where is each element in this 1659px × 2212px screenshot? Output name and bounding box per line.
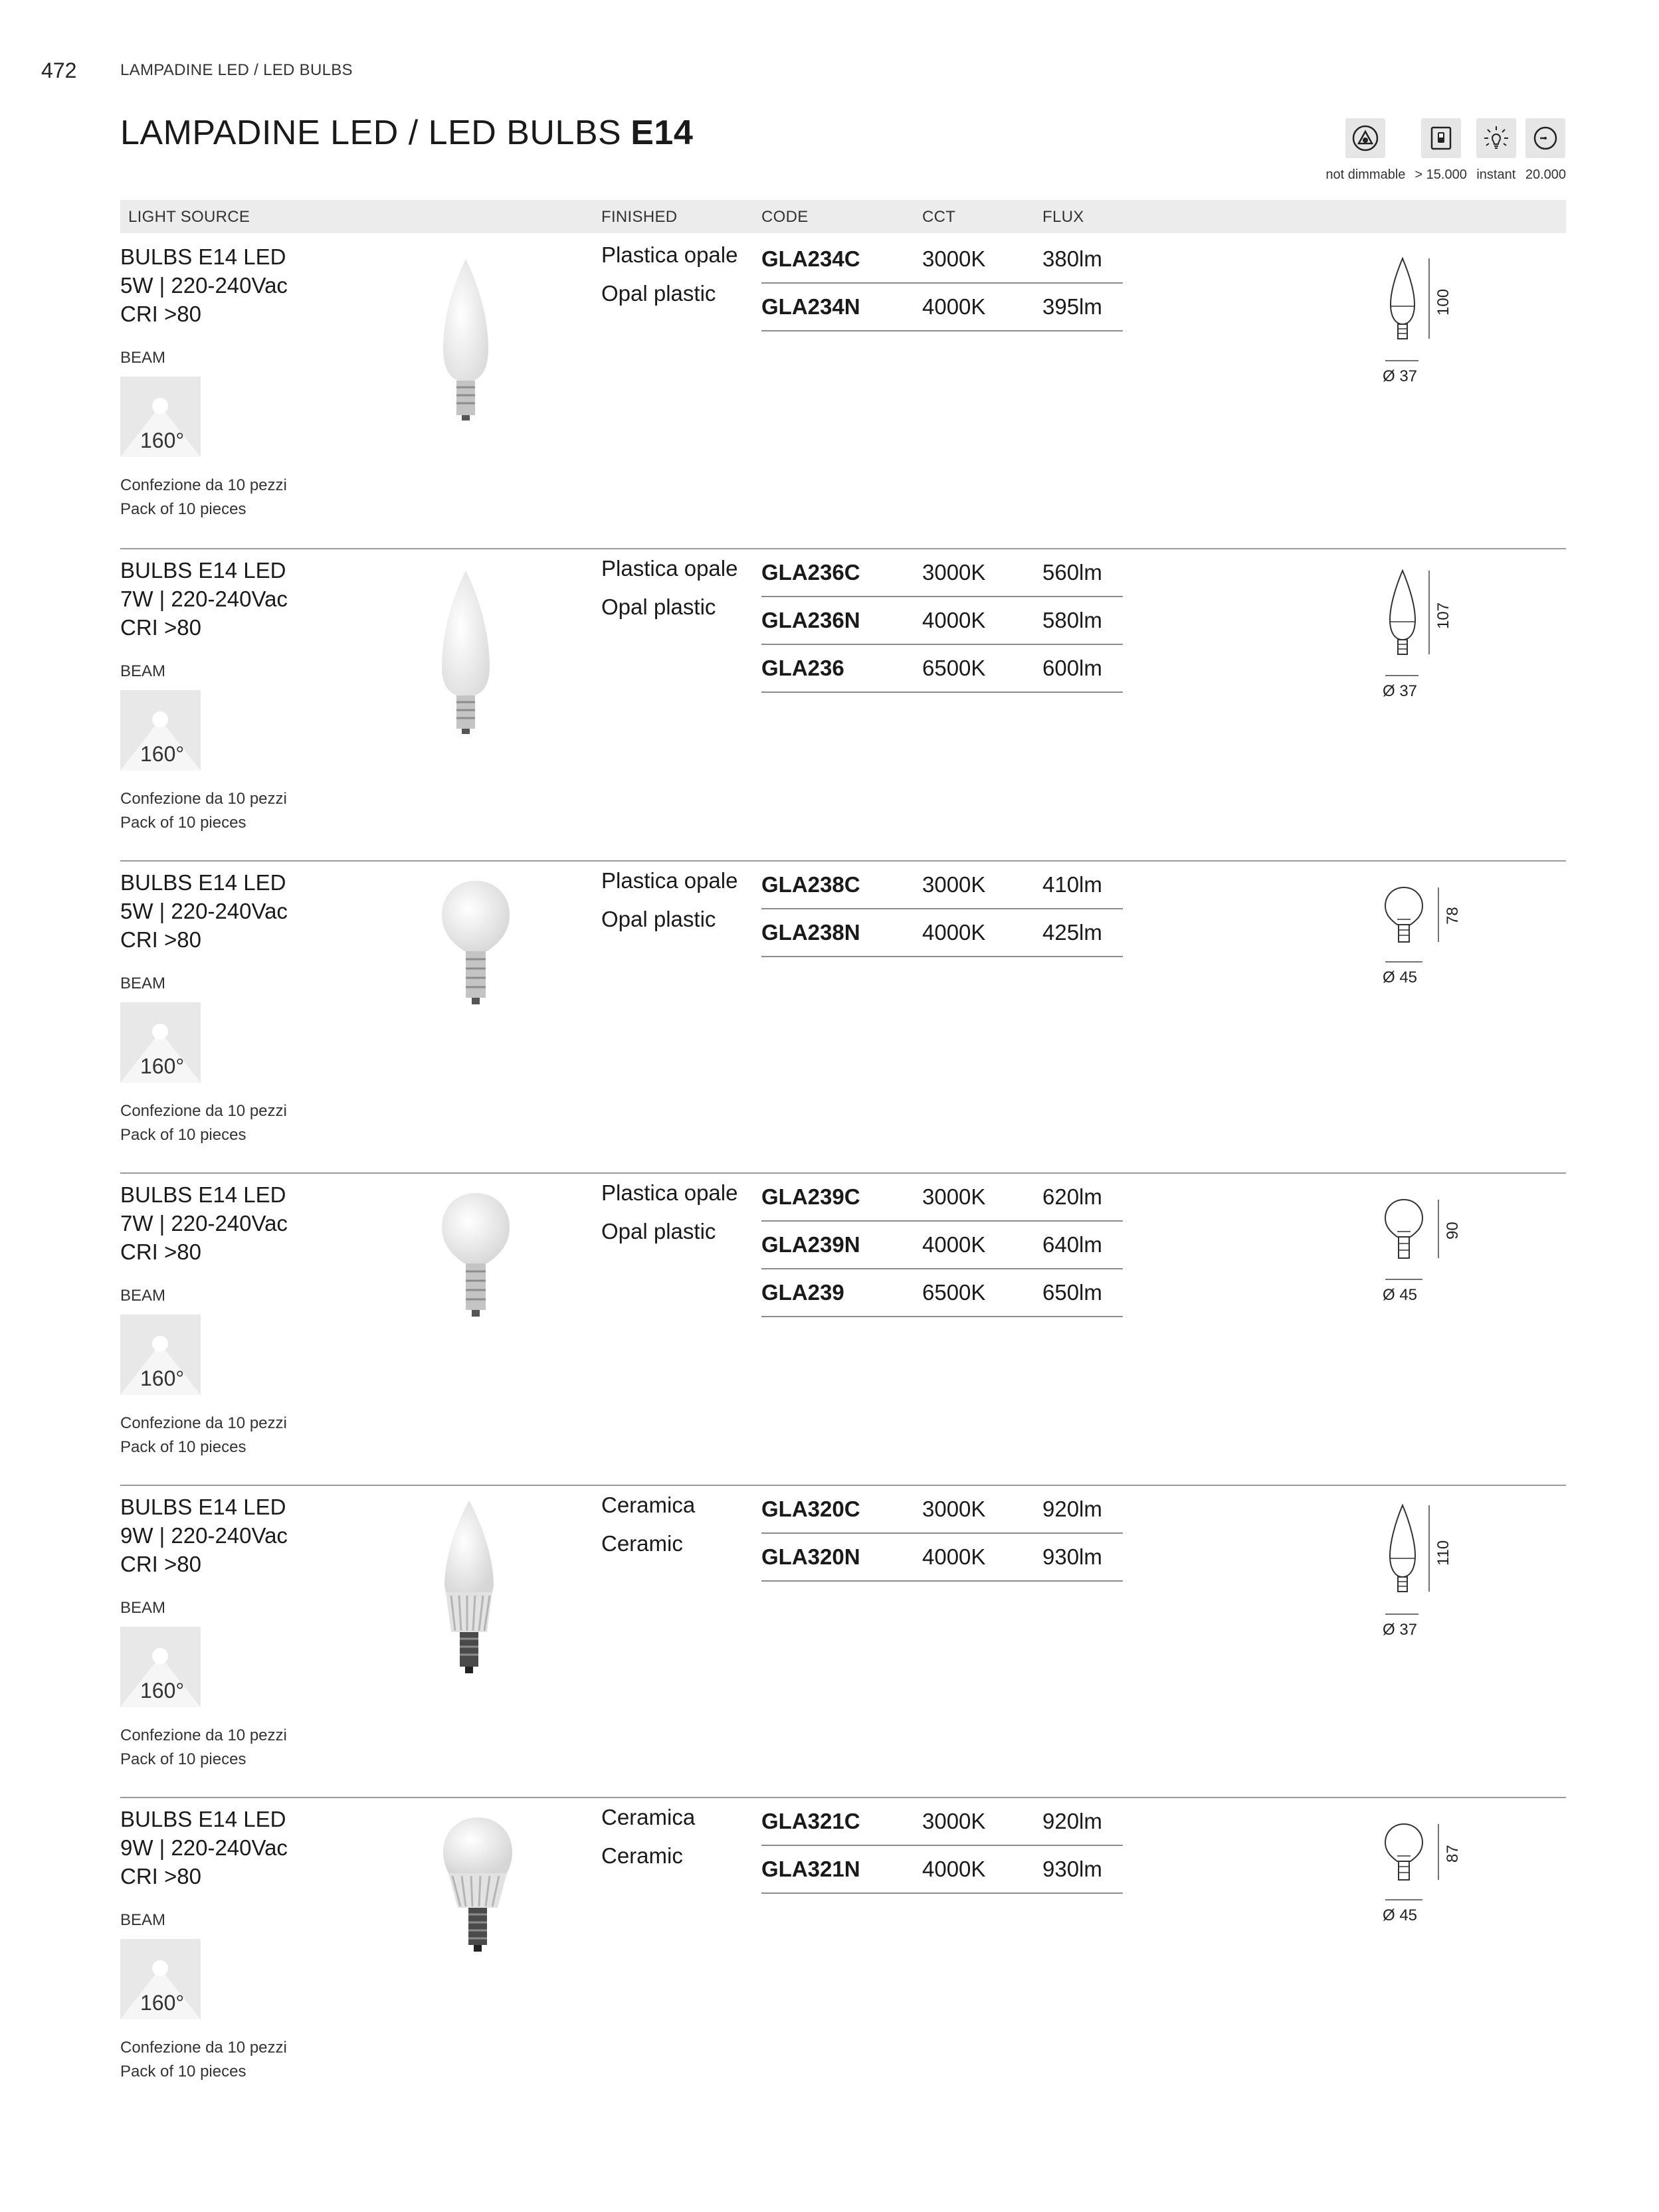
- instant-light-icon: [1476, 118, 1516, 158]
- product-cct: 6500K: [922, 1280, 986, 1305]
- beam-angle-icon: [120, 1315, 201, 1395]
- product-power: 5W | 220-240Vac: [120, 899, 288, 923]
- column-header-bar: [120, 200, 1566, 233]
- product-cri: CRI >80: [120, 927, 201, 952]
- column-flux: FLUX: [1042, 208, 1084, 226]
- legend-label: instant: [1476, 167, 1516, 182]
- not-dimmable-icon: [1345, 118, 1385, 158]
- diameter-dimension: Ø 37: [1383, 682, 1418, 700]
- product-cct: 4000K: [922, 294, 986, 319]
- height-dimension: 90: [1444, 1222, 1462, 1240]
- page-number: 472: [41, 58, 77, 82]
- finish-it: Plastica opale: [601, 242, 738, 267]
- variant-table: [761, 236, 1123, 331]
- pack-info-en: Pack of 10 pieces: [120, 500, 246, 518]
- variant-row: [761, 645, 1123, 693]
- beam-angle: 160°: [140, 428, 185, 452]
- variant-row: [761, 597, 1123, 645]
- variant-row: [761, 284, 1123, 331]
- legend-label: > 15.000: [1415, 167, 1467, 182]
- product-cct: 3000K: [922, 1497, 986, 1521]
- feature-legend: [1325, 118, 1566, 183]
- variant-row: [761, 236, 1123, 284]
- pack-info-en: Pack of 10 pieces: [120, 2063, 246, 2080]
- variant-row: [761, 1846, 1123, 1894]
- product-row: [120, 860, 1566, 1172]
- beam-angle-icon: [120, 1627, 201, 1707]
- product-row: [120, 236, 1566, 548]
- beam-label: BEAM: [120, 974, 166, 992]
- dimension-drawing: [1383, 885, 1489, 1018]
- running-header: LAMPADINE LED / LED BULBS: [120, 61, 353, 79]
- legend-lifetime: [1525, 118, 1566, 183]
- column-cct: CCT: [922, 208, 956, 226]
- finish: [601, 862, 737, 939]
- product-cri: CRI >80: [120, 1552, 201, 1576]
- product-cct: 4000K: [922, 1232, 986, 1257]
- diameter-dimension: Ø 37: [1383, 367, 1418, 385]
- product-flux: 920lm: [1042, 1497, 1102, 1521]
- finish-en: Opal plastic: [601, 281, 716, 306]
- variant-table: [761, 549, 1123, 693]
- product-code: GLA321C: [761, 1809, 860, 1833]
- pack-info-it: Confezione da 10 pezzi: [120, 1102, 287, 1120]
- beam-label: BEAM: [120, 662, 166, 680]
- product-flux: 410lm: [1042, 872, 1102, 897]
- height-dimension: 107: [1434, 602, 1452, 629]
- finish-it: Plastica opale: [601, 1180, 738, 1205]
- product-row: [120, 548, 1566, 860]
- product-name: [120, 1805, 288, 1890]
- legend-label: not dimmable: [1325, 167, 1406, 182]
- pack-info-en: Pack of 10 pieces: [120, 1750, 246, 1768]
- product-flux: 380lm: [1042, 246, 1102, 271]
- beam-angle-icon: [120, 690, 201, 771]
- candle-bulb-image: [439, 569, 492, 735]
- product-flux: 395lm: [1042, 294, 1102, 319]
- column-finished: FINISHED: [601, 208, 678, 226]
- product-flux: 600lm: [1042, 656, 1102, 680]
- finish-it: Plastica opale: [601, 556, 738, 581]
- finish-it: Ceramica: [601, 1493, 696, 1517]
- variant-table: [761, 1174, 1123, 1317]
- dimension-drawing: [1383, 1197, 1489, 1330]
- product-flux: 930lm: [1042, 1544, 1102, 1569]
- pack-info: [120, 2036, 287, 2084]
- diameter-dimension: Ø 45: [1383, 968, 1418, 986]
- height-dimension: 110: [1434, 1540, 1452, 1566]
- column-light-source: LIGHT SOURCE: [128, 208, 250, 226]
- lifetime-clock-icon: [1525, 118, 1565, 158]
- page-title-main: LAMPADINE LED / LED BULBS: [120, 114, 622, 152]
- product-flux: 560lm: [1042, 560, 1102, 585]
- product-flux: 920lm: [1042, 1809, 1102, 1833]
- product-cri: CRI >80: [120, 1240, 201, 1264]
- diameter-dimension: Ø 45: [1383, 1906, 1418, 1924]
- dimension-drawing: [1383, 1503, 1489, 1639]
- dimension-drawing: [1383, 568, 1489, 701]
- legend-label: 20.000: [1525, 167, 1566, 182]
- product-code: GLA234N: [761, 294, 860, 319]
- product-power: 9W | 220-240Vac: [120, 1835, 288, 1860]
- diameter-dimension: Ø 45: [1383, 1286, 1418, 1304]
- variant-table: [761, 1486, 1123, 1582]
- variant-row: [761, 1174, 1123, 1222]
- finish: [601, 549, 737, 626]
- finish-en: Ceramic: [601, 1531, 683, 1556]
- product-flux: 425lm: [1042, 920, 1102, 945]
- product-code: GLA239N: [761, 1232, 860, 1257]
- dimension-drawing: [1383, 254, 1489, 387]
- pack-info-it: Confezione da 10 pezzi: [120, 2039, 287, 2057]
- product-code: GLA236N: [761, 608, 860, 632]
- page-title-base: E14: [631, 114, 694, 152]
- product-code: GLA236: [761, 656, 844, 680]
- beam-angle: 160°: [140, 1991, 185, 2015]
- finish-it: Ceramica: [601, 1805, 696, 1829]
- height-dimension: 100: [1434, 288, 1452, 316]
- dimension-drawing: [1383, 1821, 1489, 1954]
- pack-info-en: Pack of 10 pieces: [120, 1126, 246, 1144]
- product-cct: 4000K: [922, 1544, 986, 1569]
- variant-row: [761, 1534, 1123, 1582]
- product-code: GLA236C: [761, 560, 860, 585]
- product-name: [120, 1180, 288, 1266]
- variant-row: [761, 1269, 1123, 1317]
- product-flux: 580lm: [1042, 608, 1102, 632]
- product-cri: CRI >80: [120, 1864, 201, 1889]
- product-power: 7W | 220-240Vac: [120, 1211, 288, 1236]
- product-cct: 3000K: [922, 246, 986, 271]
- product-name-line: BULBS E14 LED: [120, 558, 286, 583]
- finish: [601, 1798, 695, 1875]
- beam-label: BEAM: [120, 1287, 166, 1305]
- candle-outline-icon: [1383, 1503, 1462, 1629]
- pack-info-it: Confezione da 10 pezzi: [120, 476, 287, 494]
- height-dimension: 78: [1444, 907, 1462, 925]
- pack-info-it: Confezione da 10 pezzi: [120, 790, 287, 808]
- product-code: GLA238N: [761, 920, 860, 945]
- product-cct: 4000K: [922, 1857, 986, 1881]
- product-code: GLA320C: [761, 1497, 860, 1521]
- variant-table: [761, 1798, 1123, 1894]
- product-code: GLA239C: [761, 1184, 860, 1209]
- legend-switching: [1415, 118, 1466, 183]
- product-name: [120, 868, 288, 954]
- beam-label: BEAM: [120, 349, 166, 367]
- finish: [601, 1174, 737, 1251]
- finish: [601, 1486, 695, 1563]
- product-cri: CRI >80: [120, 615, 201, 640]
- beam-angle-icon: [120, 377, 201, 457]
- pack-info: [120, 1724, 287, 1772]
- pack-info: [120, 1412, 287, 1459]
- product-name-line: BULBS E14 LED: [120, 1495, 286, 1519]
- beam-angle-icon: [120, 1002, 201, 1083]
- beam-angle: 160°: [140, 1366, 185, 1390]
- pack-info-en: Pack of 10 pieces: [120, 1438, 246, 1456]
- height-dimension: 87: [1444, 1845, 1462, 1863]
- product-name-line: BULBS E14 LED: [120, 870, 286, 895]
- product-code: GLA239: [761, 1280, 844, 1305]
- finish-it: Plastica opale: [601, 868, 738, 893]
- beam-angle: 160°: [140, 1054, 185, 1078]
- product-cct: 3000K: [922, 560, 986, 585]
- product-name: [120, 1493, 288, 1578]
- finish-en: Ceramic: [601, 1843, 683, 1868]
- product-cct: 6500K: [922, 656, 986, 680]
- product-flux: 930lm: [1042, 1857, 1102, 1881]
- pack-info-en: Pack of 10 pieces: [120, 814, 246, 832]
- product-cct: 4000K: [922, 920, 986, 945]
- product-row: [120, 1485, 1566, 1797]
- variant-row: [761, 549, 1123, 597]
- finish-en: Opal plastic: [601, 907, 716, 931]
- product-name: [120, 556, 288, 642]
- beam-label: BEAM: [120, 1911, 166, 1929]
- variant-row: [761, 862, 1123, 909]
- product-cct: 3000K: [922, 1809, 986, 1833]
- beam-label: BEAM: [120, 1599, 166, 1617]
- switching-cycles-icon: [1421, 118, 1461, 158]
- product-name-line: BULBS E14 LED: [120, 1807, 286, 1831]
- pack-info: [120, 787, 287, 835]
- ceramic-sphere-bulb-image: [439, 1815, 516, 1968]
- product-cri: CRI >80: [120, 302, 201, 326]
- page-title: [120, 113, 693, 153]
- diameter-dimension: Ø 37: [1383, 1621, 1418, 1639]
- product-row: [120, 1797, 1566, 2109]
- product-cct: 4000K: [922, 608, 986, 632]
- pack-info-it: Confezione da 10 pezzi: [120, 1414, 287, 1432]
- sphere-bulb-image: [439, 1190, 512, 1323]
- product-flux: 650lm: [1042, 1280, 1102, 1305]
- variant-row: [761, 1798, 1123, 1846]
- variant-row: [761, 1486, 1123, 1534]
- product-code: GLA321N: [761, 1857, 860, 1881]
- beam-angle: 160°: [140, 1679, 185, 1703]
- product-cct: 3000K: [922, 1184, 986, 1209]
- product-name-line: BULBS E14 LED: [120, 244, 286, 269]
- column-code: CODE: [761, 208, 809, 226]
- pack-info: [120, 1099, 287, 1147]
- product-cct: 3000K: [922, 872, 986, 897]
- finish: [601, 236, 737, 313]
- legend-instant: [1476, 118, 1516, 183]
- sphere-bulb-image: [439, 878, 512, 1011]
- product-code: GLA238C: [761, 872, 860, 897]
- variant-table: [761, 862, 1123, 957]
- beam-angle-icon: [120, 1939, 201, 2019]
- product-row: [120, 1172, 1566, 1485]
- legend-not-dimmable: [1325, 118, 1405, 183]
- finish-en: Opal plastic: [601, 595, 716, 619]
- pack-info-it: Confezione da 10 pezzi: [120, 1726, 287, 1744]
- product-name: [120, 242, 288, 328]
- finish-en: Opal plastic: [601, 1219, 716, 1244]
- product-code: GLA320N: [761, 1544, 860, 1569]
- product-flux: 620lm: [1042, 1184, 1102, 1209]
- ceramic-candle-bulb-image: [439, 1499, 499, 1679]
- beam-angle: 160°: [140, 742, 185, 766]
- pack-info: [120, 474, 287, 521]
- product-power: 5W | 220-240Vac: [120, 273, 288, 298]
- product-flux: 640lm: [1042, 1232, 1102, 1257]
- product-name-line: BULBS E14 LED: [120, 1182, 286, 1207]
- variant-row: [761, 909, 1123, 957]
- product-power: 7W | 220-240Vac: [120, 587, 288, 611]
- product-code: GLA234C: [761, 246, 860, 271]
- product-power: 9W | 220-240Vac: [120, 1523, 288, 1548]
- candle-bulb-image: [439, 256, 492, 422]
- variant-row: [761, 1222, 1123, 1269]
